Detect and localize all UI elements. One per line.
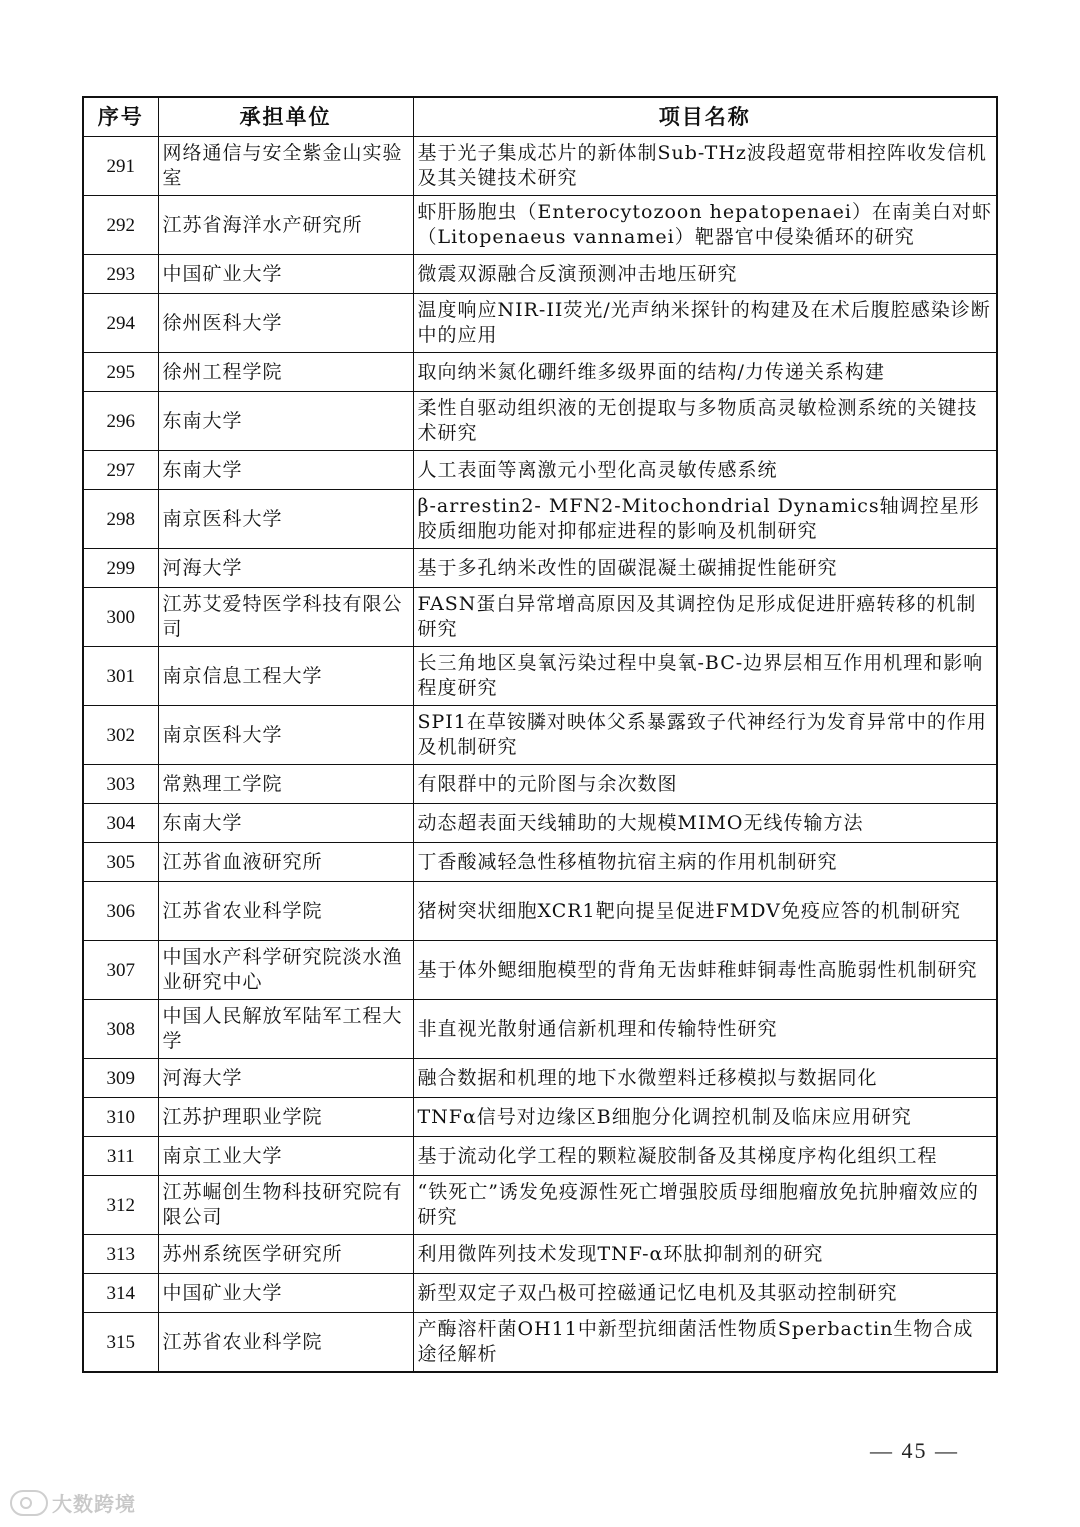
row-project-name: 取向纳米氮化硼纤维多级界面的结构/力传递关系构建 <box>413 353 997 392</box>
table-row <box>83 549 997 588</box>
row-undertaking-unit: 东南大学 <box>158 392 413 451</box>
row-undertaking-unit: 苏州系统医学研究所 <box>158 1235 413 1274</box>
row-project-name: β-arrestin2- MFN2-Mitochondrial Dynamics轴调控星形胶质细胞功能对抑郁症进程的影响及机制研究 <box>413 490 997 549</box>
table-row <box>83 804 997 843</box>
table-row <box>83 255 997 294</box>
row-undertaking-unit: 河海大学 <box>158 549 413 588</box>
project-table <box>82 96 998 1373</box>
page-number: — 45 — <box>870 1438 959 1463</box>
row-project-name: 长三角地区臭氧污染过程中臭氧-BC-边界层相互作用机理和影响程度研究 <box>413 647 997 706</box>
table-row <box>83 1098 997 1137</box>
header-undertaking-unit: 承担单位 <box>158 97 413 137</box>
row-serial-number: 313 <box>83 1235 158 1274</box>
row-project-name: 虾肝肠胞虫（Enterocytozoon hepatopenaei）在南美白对虾（Litopenaeus vannamei）靶器官中侵染循环的研究 <box>413 196 997 255</box>
row-project-name: 有限群中的元阶图与余次数图 <box>413 765 997 804</box>
table-row <box>83 451 997 490</box>
row-project-name: 非直视光散射通信新机理和传输特性研究 <box>413 1000 997 1059</box>
row-project-name: FASN蛋白异常增高原因及其调控伪足形成促进肝癌转移的机制研究 <box>413 588 997 647</box>
row-undertaking-unit: 南京信息工程大学 <box>158 647 413 706</box>
row-serial-number: 302 <box>83 706 158 765</box>
row-serial-number: 306 <box>83 882 158 941</box>
row-undertaking-unit: 中国矿业大学 <box>158 1274 413 1313</box>
table-row <box>83 882 997 941</box>
header-project-name: 项目名称 <box>413 97 997 137</box>
row-undertaking-unit: 南京工业大学 <box>158 1137 413 1176</box>
row-undertaking-unit: 中国人民解放军陆军工程大学 <box>158 1000 413 1059</box>
table-row <box>83 392 997 451</box>
row-project-name: 猪树突状细胞XCR1靶向提呈促进FMDV免疫应答的机制研究 <box>413 882 997 941</box>
row-undertaking-unit: 中国水产科学研究院淡水渔业研究中心 <box>158 941 413 1000</box>
row-serial-number: 293 <box>83 255 158 294</box>
row-undertaking-unit: 江苏省农业科学院 <box>158 1313 413 1373</box>
row-undertaking-unit: 徐州工程学院 <box>158 353 413 392</box>
row-undertaking-unit: 河海大学 <box>158 1059 413 1098</box>
row-serial-number: 304 <box>83 804 158 843</box>
row-serial-number: 305 <box>83 843 158 882</box>
table-row <box>83 1176 997 1235</box>
table-row <box>83 490 997 549</box>
table-row <box>83 137 997 196</box>
table-body <box>83 137 997 1373</box>
row-project-name: 利用微阵列技术发现TNF-α环肽抑制剂的研究 <box>413 1235 997 1274</box>
row-undertaking-unit: 南京医科大学 <box>158 490 413 549</box>
row-serial-number: 308 <box>83 1000 158 1059</box>
row-serial-number: 314 <box>83 1274 158 1313</box>
row-project-name: 柔性自驱动组织液的无创提取与多物质高灵敏检测系统的关键技术研究 <box>413 392 997 451</box>
row-project-name: 温度响应NIR-II荧光/光声纳米探针的构建及在术后腹腔感染诊断中的应用 <box>413 294 997 353</box>
table-row <box>83 588 997 647</box>
table-row <box>83 1137 997 1176</box>
table-row <box>83 765 997 804</box>
row-serial-number: 300 <box>83 588 158 647</box>
row-project-name: 微震双源融合反演预测冲击地压研究 <box>413 255 997 294</box>
row-serial-number: 311 <box>83 1137 158 1176</box>
row-serial-number: 295 <box>83 353 158 392</box>
row-serial-number: 299 <box>83 549 158 588</box>
row-project-name: 基于流动化学工程的颗粒凝胶制备及其梯度序构化组织工程 <box>413 1137 997 1176</box>
row-project-name: 基于体外鳃细胞模型的背角无齿蚌稚蚌铜毒性高脆弱性机制研究 <box>413 941 997 1000</box>
table-row <box>83 294 997 353</box>
row-undertaking-unit: 中国矿业大学 <box>158 255 413 294</box>
row-undertaking-unit: 东南大学 <box>158 804 413 843</box>
row-serial-number: 292 <box>83 196 158 255</box>
table-row <box>83 843 997 882</box>
table-row <box>83 196 997 255</box>
row-undertaking-unit: 江苏崛创生物科技研究院有限公司 <box>158 1176 413 1235</box>
row-project-name: 融合数据和机理的地下水微塑料迁移模拟与数据同化 <box>413 1059 997 1098</box>
row-serial-number: 294 <box>83 294 158 353</box>
row-serial-number: 309 <box>83 1059 158 1098</box>
row-serial-number: 296 <box>83 392 158 451</box>
row-serial-number: 298 <box>83 490 158 549</box>
table-header-row <box>83 97 997 137</box>
row-project-name: 动态超表面天线辅助的大规模MIMO无线传输方法 <box>413 804 997 843</box>
row-project-name: 基于光子集成芯片的新体制Sub-THz波段超宽带相控阵收发信机及其关键技术研究 <box>413 137 997 196</box>
row-undertaking-unit: 江苏省血液研究所 <box>158 843 413 882</box>
row-serial-number: 315 <box>83 1313 158 1373</box>
row-serial-number: 312 <box>83 1176 158 1235</box>
row-project-name: “铁死亡”诱发免疫源性死亡增强胶质母细胞瘤放免抗肿瘤效应的研究 <box>413 1176 997 1235</box>
row-undertaking-unit: 江苏省农业科学院 <box>158 882 413 941</box>
table-row <box>83 647 997 706</box>
watermark-logo-icon <box>10 1490 48 1516</box>
table-row <box>83 1274 997 1313</box>
table-row <box>83 1313 997 1373</box>
table-row <box>83 1059 997 1098</box>
row-undertaking-unit: 江苏护理职业学院 <box>158 1098 413 1137</box>
row-project-name: TNFα信号对边缘区B细胞分化调控机制及临床应用研究 <box>413 1098 997 1137</box>
row-serial-number: 291 <box>83 137 158 196</box>
row-project-name: 人工表面等离激元小型化高灵敏传感系统 <box>413 451 997 490</box>
row-undertaking-unit: 东南大学 <box>158 451 413 490</box>
watermark <box>10 1488 136 1517</box>
table-row <box>83 1235 997 1274</box>
row-undertaking-unit: 南京医科大学 <box>158 706 413 765</box>
row-undertaking-unit: 常熟理工学院 <box>158 765 413 804</box>
row-project-name: SPI1在草铵膦对映体父系暴露致子代神经行为发育异常中的作用及机制研究 <box>413 706 997 765</box>
row-undertaking-unit: 网络通信与安全紫金山实验室 <box>158 137 413 196</box>
row-serial-number: 297 <box>83 451 158 490</box>
row-serial-number: 310 <box>83 1098 158 1137</box>
table-row <box>83 706 997 765</box>
row-serial-number: 301 <box>83 647 158 706</box>
watermark-text: 大数跨境 <box>52 1492 136 1516</box>
row-project-name: 产酶溶杆菌OH11中新型抗细菌活性物质Sperbactin生物合成途径解析 <box>413 1313 997 1373</box>
row-undertaking-unit: 江苏省海洋水产研究所 <box>158 196 413 255</box>
row-undertaking-unit: 江苏艾爱特医学科技有限公司 <box>158 588 413 647</box>
row-serial-number: 303 <box>83 765 158 804</box>
table-row <box>83 1000 997 1059</box>
table-row <box>83 353 997 392</box>
row-undertaking-unit: 徐州医科大学 <box>158 294 413 353</box>
table-row <box>83 941 997 1000</box>
row-project-name: 丁香酸减轻急性移植物抗宿主病的作用机制研究 <box>413 843 997 882</box>
row-serial-number: 307 <box>83 941 158 1000</box>
header-serial-number: 序号 <box>83 97 158 137</box>
row-project-name: 基于多孔纳米改性的固碳混凝土碳捕捉性能研究 <box>413 549 997 588</box>
row-project-name: 新型双定子双凸极可控磁通记忆电机及其驱动控制研究 <box>413 1274 997 1313</box>
